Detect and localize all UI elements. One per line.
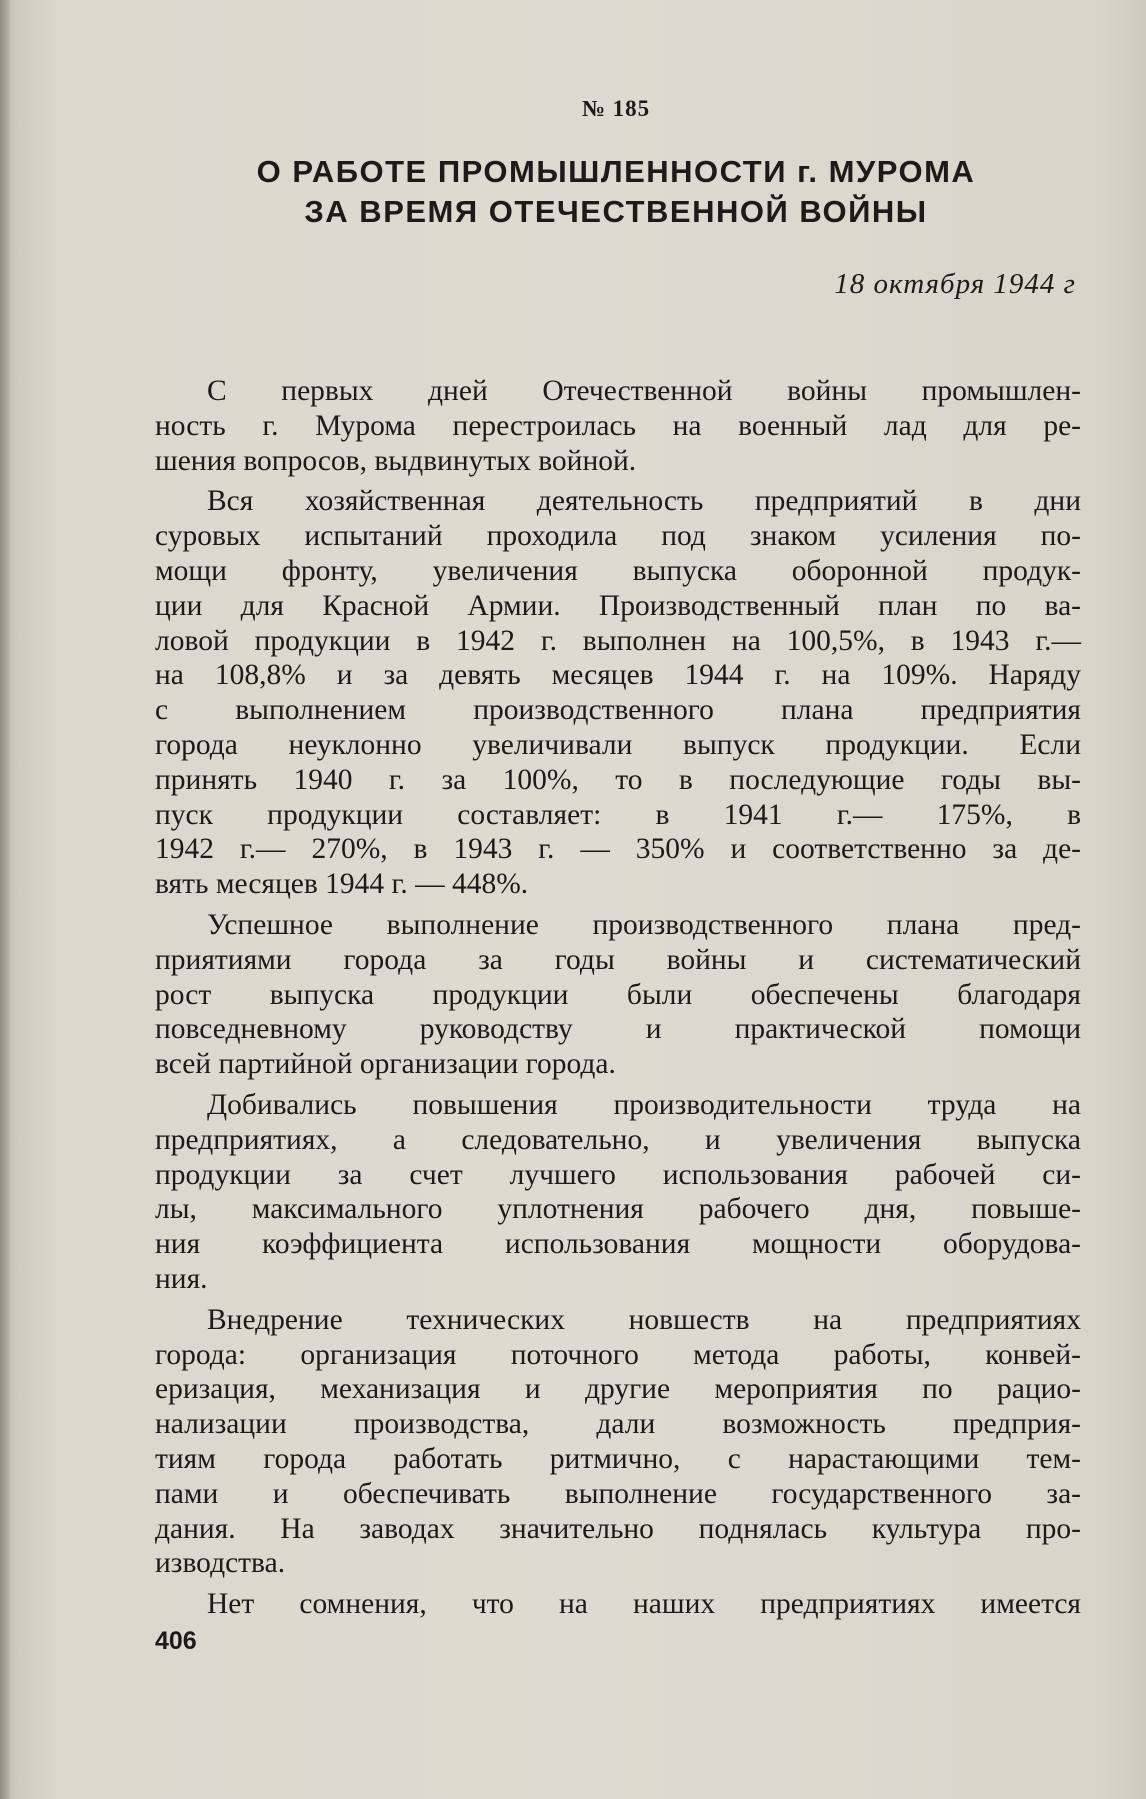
text-line: еризация, механизация и другие мероприятия по рацио- [155, 1373, 1081, 1406]
text-line: тиям города работать ритмично, с нарастающими тем- [155, 1442, 1081, 1475]
text-line: лы, максимального уплотнения рабочего дня, повыше- [155, 1193, 1081, 1226]
page-number: 406 [155, 1627, 197, 1655]
paragraph [155, 374, 1081, 478]
paragraph [155, 1088, 1081, 1297]
text-line: на 108,8% и за девять месяцев 1944 г. на 109%. Наряду [155, 659, 1081, 692]
text-line: ность г. Мурома перестроилась на военный лад для ре- [155, 409, 1081, 442]
text-line: мощи фронту, увеличения выпуска оборонной продук- [155, 554, 1081, 587]
text-line: продукции за счет лучшего использования рабочей си- [155, 1158, 1081, 1191]
document-date: 18 октября 1944 г [834, 268, 1076, 300]
text-line: города неуклонно увеличивали выпуск продукции. Если [155, 728, 1081, 761]
text-line: рост выпуска продукции были обеспечены благодаря [155, 978, 1081, 1011]
text-line: дания. На заводах значительно поднялась культура про- [155, 1512, 1081, 1545]
text-line: предприятиях, а следовательно, и увеличения выпуска [155, 1123, 1081, 1156]
text-line: пуск продукции составляет: в 1941 г.— 175%, в [155, 798, 1081, 831]
text-line: Вся хозяйственная деятельность предприятий в дни [207, 485, 1081, 518]
text-line: пами и обеспечивать выполнение государственного за- [155, 1477, 1081, 1510]
paragraph [155, 1587, 1081, 1622]
text-line: шения вопросов, выдвинутых войной. [155, 444, 637, 477]
document-title [120, 152, 1112, 232]
text-line: Добивались повышения производительности труда на [207, 1088, 1081, 1121]
text-line: с выполнением производственного плана предприятия [155, 694, 1081, 727]
text-line: ния. [155, 1262, 208, 1295]
text-line: Нет сомнения, что на наших предприятиях имеется [207, 1588, 1081, 1621]
text-line: вять месяцев 1944 г. — 448%. [155, 868, 529, 901]
paragraph [155, 1303, 1081, 1581]
text-line: нализации производства, дали возможность предприя- [155, 1408, 1081, 1441]
text-line: изводства. [155, 1547, 286, 1580]
text-line: Внедрение технических новшеств на предприятиях [207, 1303, 1081, 1336]
text-line: ции для Красной Армии. Производственный план по ва- [155, 589, 1081, 622]
text-line: приятиями города за годы войны и систематический [155, 943, 1081, 976]
body-text [155, 374, 1081, 1628]
text-line: Успешное выполнение производственного плана пред- [207, 908, 1081, 941]
text-line: ния коэффициента использования мощности оборудова- [155, 1228, 1081, 1261]
document-number: № 185 [581, 96, 651, 121]
text-line: города: организация поточного метода работы, конвей- [155, 1338, 1081, 1371]
text-line: ловой продукции в 1942 г. выполнен на 100,5%, в 1943 г.— [155, 624, 1081, 657]
text-line: всей партийной организации города. [155, 1048, 616, 1081]
text-line: С первых дней Отечественной войны промышлен- [207, 375, 1081, 407]
paragraph [155, 484, 1081, 902]
text-line: повседневному руководству и практической помощи [155, 1013, 1081, 1046]
text-line: принять 1940 г. за 100%, то в последующие годы вы- [155, 763, 1081, 796]
title-line-2: ЗА ВРЕМЯ ОТЕЧЕСТВЕННОЙ ВОЙНЫ [304, 194, 928, 229]
title-line-1: О РАБОТЕ ПРОМЫШЛЕННОСТИ г. МУРОМА [256, 154, 976, 189]
text-line: суровых испытаний проходила под знаком усиления по- [155, 520, 1081, 553]
text-line: 1942 г.— 270%, в 1943 г. — 350% и соответственно за де- [155, 833, 1081, 866]
paragraph [155, 908, 1081, 1082]
book-spine-shadow [0, 0, 10, 1799]
